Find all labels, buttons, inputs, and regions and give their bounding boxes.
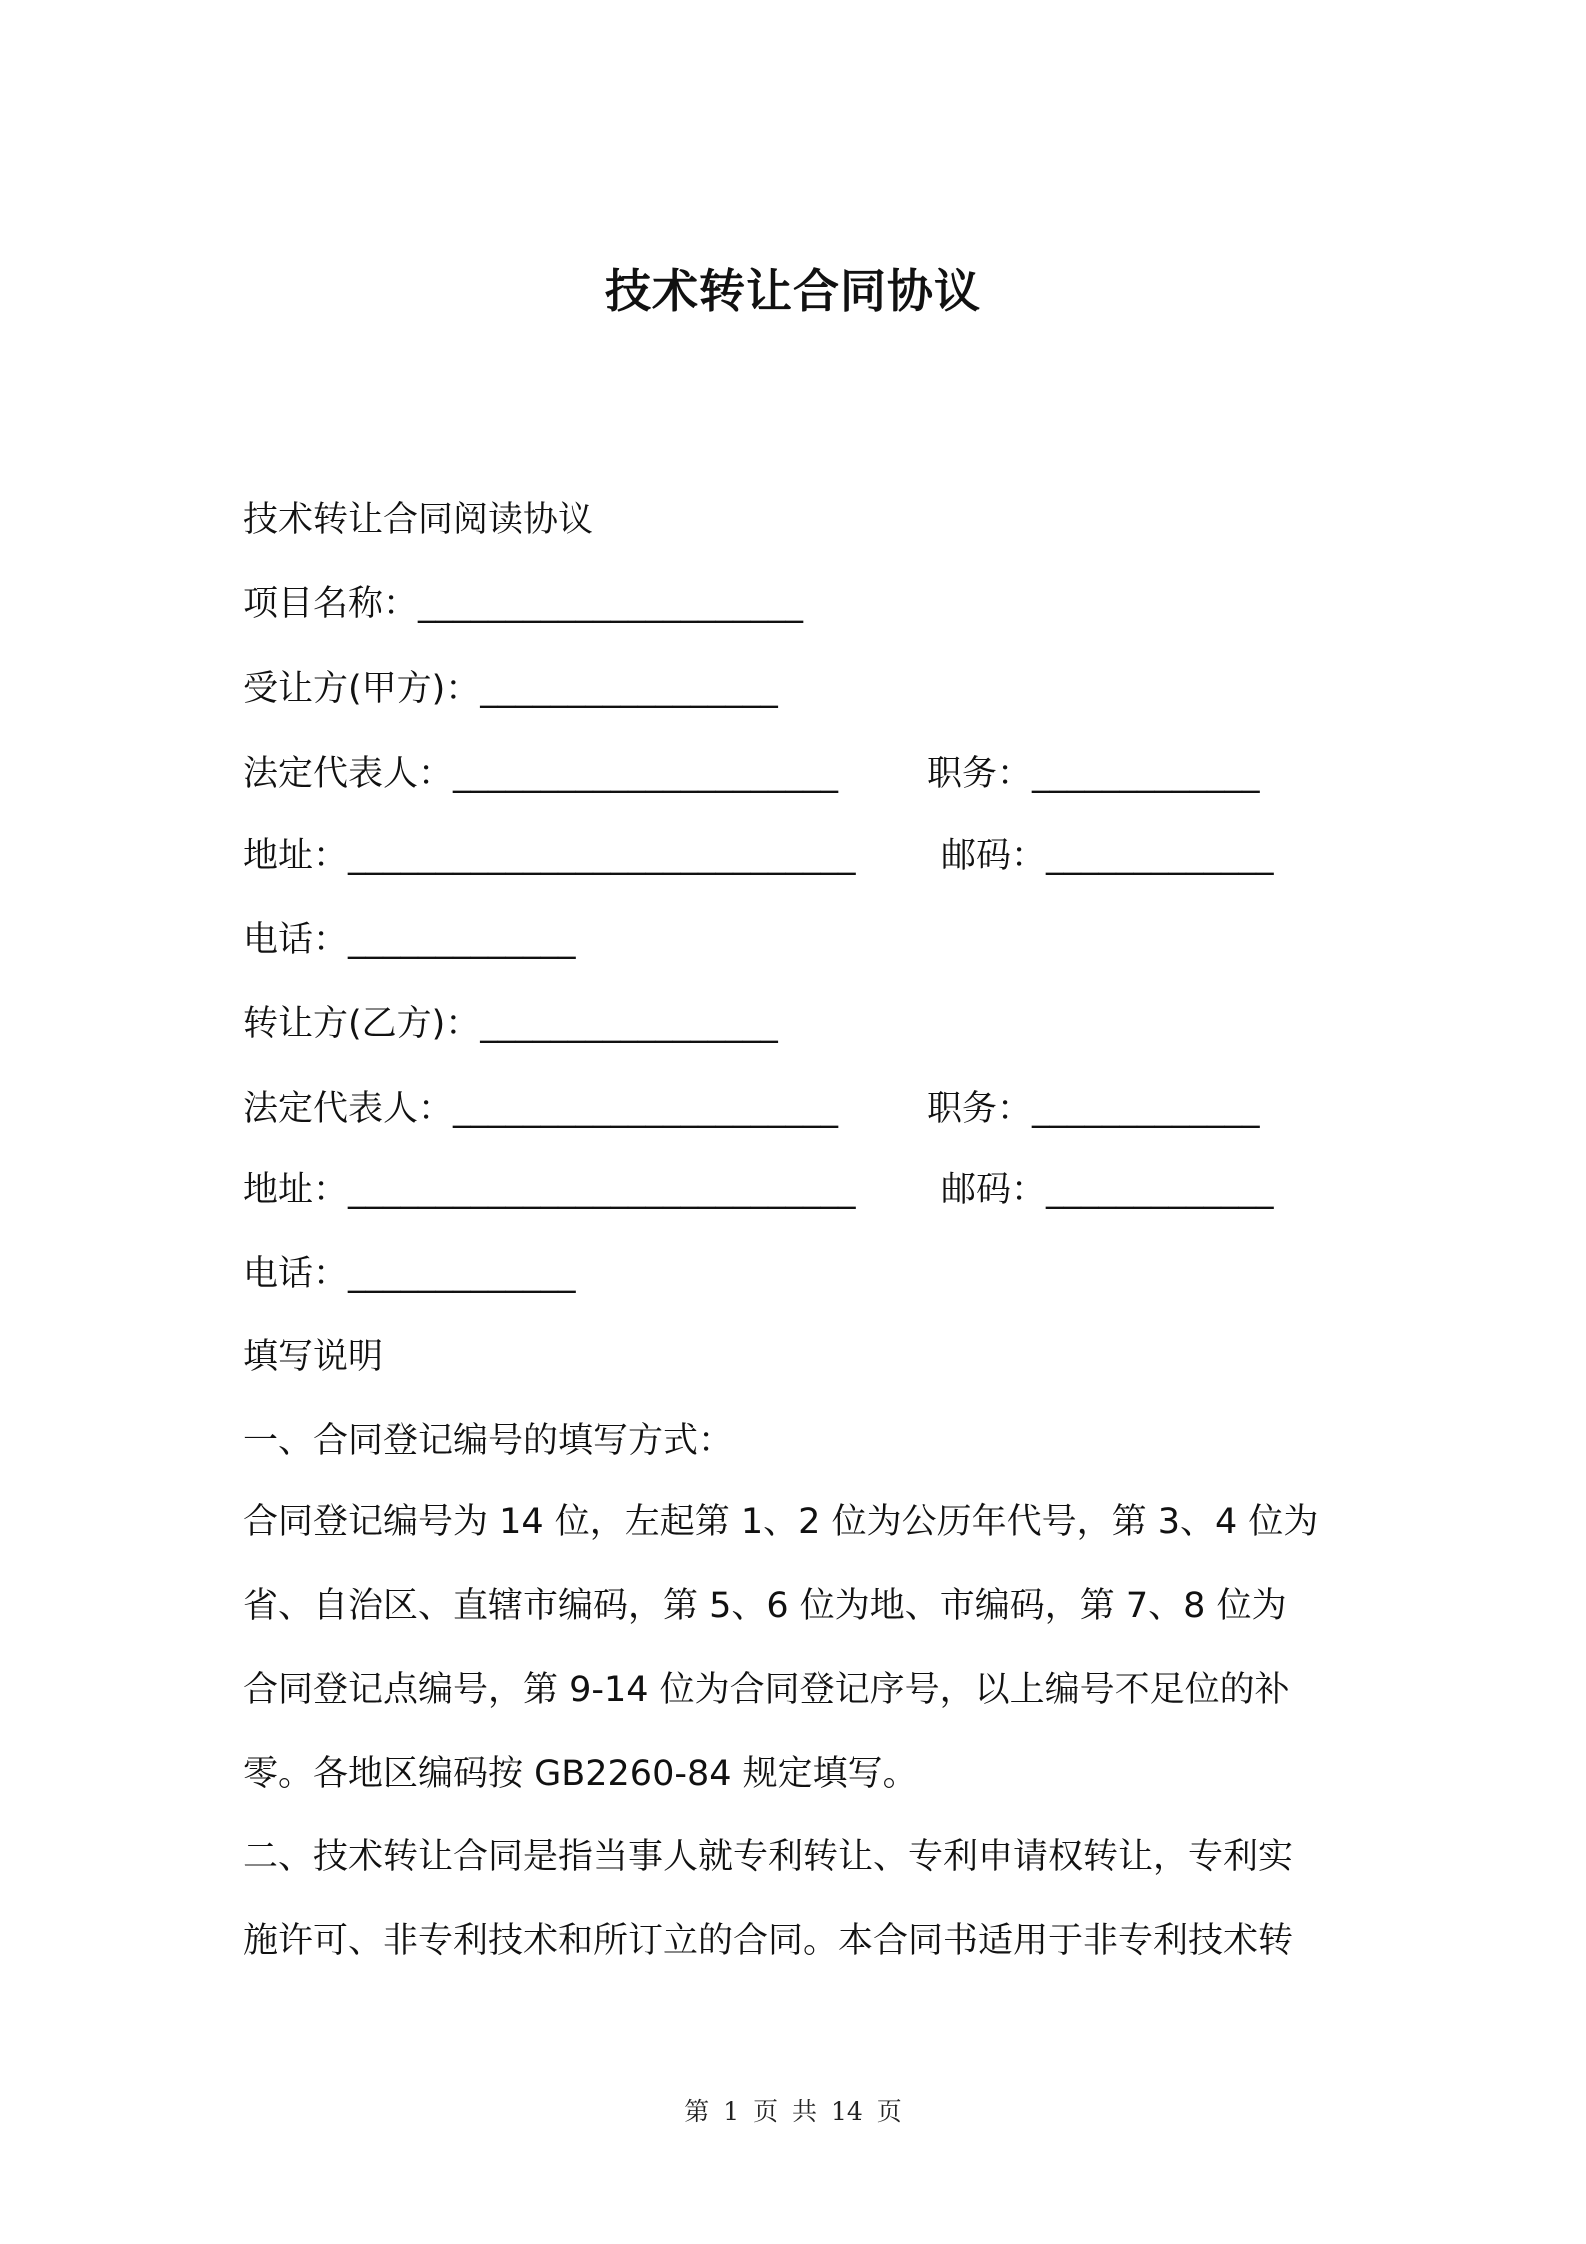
section-1-heading: 一、合同登记编号的填写方式： xyxy=(243,1421,734,1461)
section-1-line: 合同登记编号为 14 位，左起第 1、2 位为公历年代号，第 3、4 位为 xyxy=(243,1502,1319,1542)
party-b-address-field: 地址：_____________________________ xyxy=(243,1170,856,1210)
party-b-representative-field: 法定代表人：______________________ xyxy=(243,1089,839,1129)
party-b-postcode-field: 邮码：_____________ xyxy=(941,1170,1274,1210)
instructions-heading: 填写说明 xyxy=(243,1337,384,1377)
section-1-line: 零。各地区编码按 GB2260-84 规定填写。 xyxy=(243,1754,918,1794)
party-a-field: 受让方(甲方)：_________________ xyxy=(243,669,778,709)
party-a-position-field: 职务：_____________ xyxy=(927,754,1260,794)
party-a-representative-field: 法定代表人：______________________ xyxy=(243,754,839,794)
party-b-field: 转让方(乙方)：_________________ xyxy=(243,1004,778,1044)
party-a-postcode-field: 邮码：_____________ xyxy=(941,836,1274,876)
party-a-address-field: 地址：_____________________________ xyxy=(243,836,856,876)
section-2-paragraph xyxy=(243,1815,1363,1983)
page-number-footer: 第 1 页 共 14 页 xyxy=(684,2097,902,2126)
party-a-phone-field: 电话：_____________ xyxy=(243,920,576,960)
section-1-line: 合同登记点编号，第 9-14 位为合同登记序号，以上编号不足位的补 xyxy=(243,1670,1290,1710)
project-name-field: 项目名称：______________________ xyxy=(243,584,804,624)
section-2-line: 二、技术转让合同是指当事人就专利转让、专利申请权转让，专利实 xyxy=(243,1837,1294,1877)
section-1-line: 省、自治区、直辖市编码，第 5、6 位为地、市编码，第 7、8 位为 xyxy=(243,1586,1287,1626)
document-subtitle: 技术转让合同阅读协议 xyxy=(243,500,594,540)
party-b-phone-field: 电话：_____________ xyxy=(243,1254,576,1294)
party-b-position-field: 职务：_____________ xyxy=(927,1089,1260,1129)
section-1-paragraph xyxy=(243,1480,1363,1816)
document-title: 技术转让合同协议 xyxy=(605,264,981,318)
section-2-line: 施许可、非专利技术和所订立的合同。本合同书适用于非专利技术转 xyxy=(243,1921,1294,1961)
